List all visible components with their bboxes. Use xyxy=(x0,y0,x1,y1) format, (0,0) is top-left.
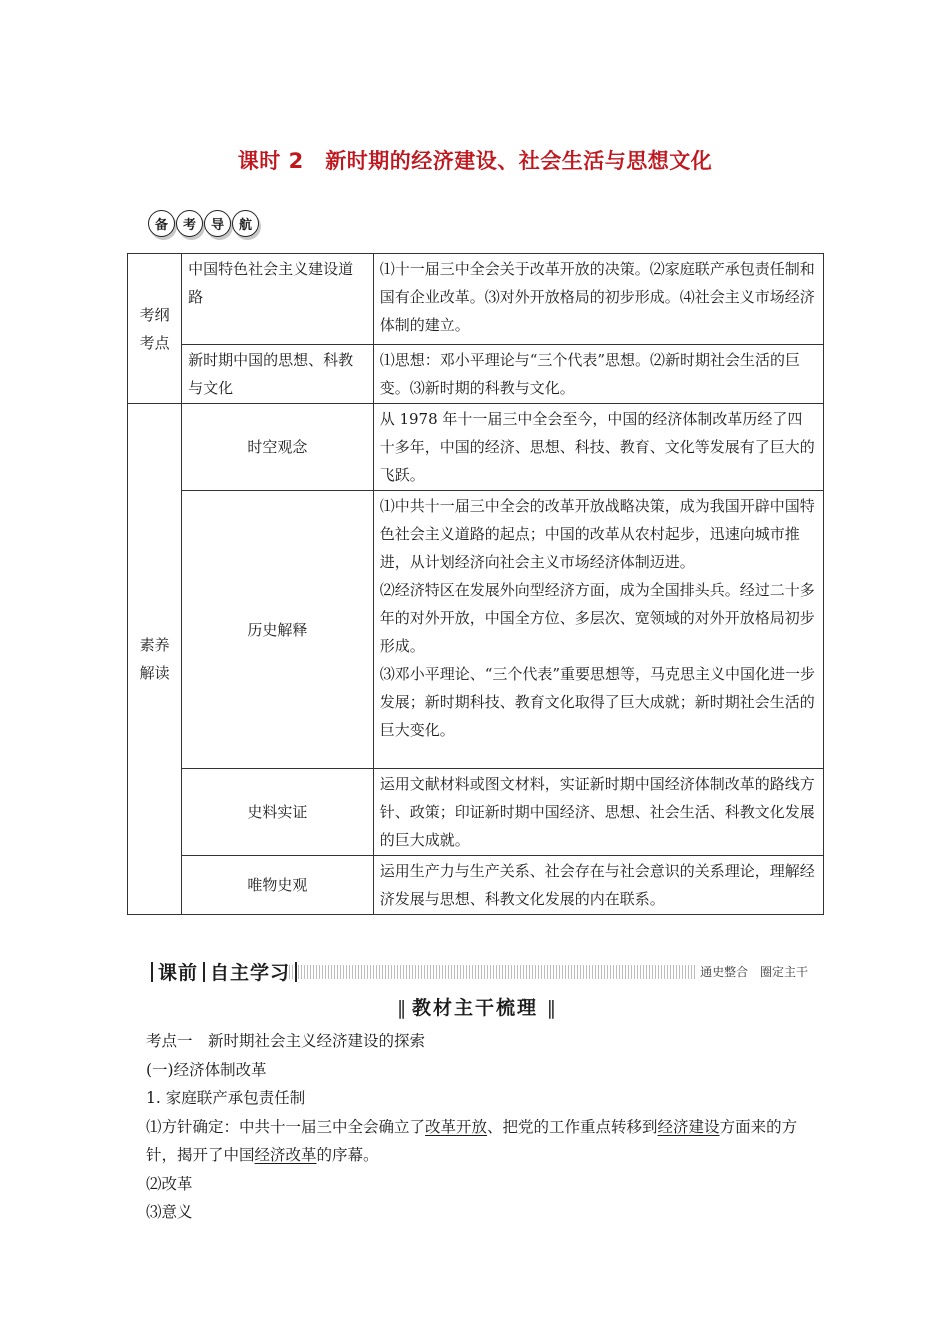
content-cell: ⑴思想：邓小平理论与“三个代表”思想。⑵新时期社会生活的巨变。⑶新时期的科教与文化。 xyxy=(373,345,823,404)
divider xyxy=(151,962,153,982)
content-cell: ⑴十一届三中全会关于改革开放的决策。⑵家庭联产承包责任制和国有企业改革。⑶对外开放格局的初步形成。⑷社会主义市场经济体制的建立。 xyxy=(373,254,823,345)
paragraph: 1. 家庭联产承包责任制 xyxy=(146,1089,306,1107)
content-cell: 运用生产力与生产关系、社会存在与社会意识的关系理论，理解经济发展与思想、科教文化发展的内在联系。 xyxy=(373,856,823,915)
subsection-heading xyxy=(0,993,950,1020)
content-paragraph: ⑵经济特区在发展外向型经济方面，成为全国排头兵。经过二十多年的对外开放，中国全方位、多层次、宽领域的对外开放格局初步形成。 xyxy=(379,581,815,655)
topic-cell: 新时期中国的思想、科教与文化 xyxy=(182,345,374,404)
text-run: 的序幕。 xyxy=(316,1146,379,1164)
table-row xyxy=(128,345,824,404)
underlined-answer: 改革开放 xyxy=(425,1117,488,1136)
content-cell: 从 1978 年十一届三中全会至今，中国的经济体制改革历经了四十多年，中国的经济、思想、科技、教育、文化等发展有了巨大的飞跃。 xyxy=(373,404,823,491)
topic-cell: 历史解释 xyxy=(182,491,374,769)
paragraph: ⑶意义 xyxy=(146,1203,193,1221)
underlined-answer: 经济改革 xyxy=(254,1146,317,1164)
table-row xyxy=(128,404,824,491)
nav-badge xyxy=(148,210,260,242)
content-paragraph: ⑶邓小平理论、“三个代表”重要思想等，马克思主义中国化进一步发展；新时期科技、教育文化取得了巨大成就；新时期社会生活的巨大变化。 xyxy=(379,665,816,739)
text-run: 方面来的方针，揭开了中国 xyxy=(146,1117,798,1164)
content-cell: 运用文献材料或图文材料，实证新时期中国经济体制改革的路线方针、政策；印证新时期中国经济、思想、社会生活、科教文化发展的巨大成就。 xyxy=(373,769,823,856)
category-cell xyxy=(128,404,182,915)
nav-badge-char: 航 xyxy=(232,210,259,237)
section-title-part: 课前 xyxy=(158,962,199,984)
study-guide-table xyxy=(127,253,824,915)
table-row xyxy=(128,856,824,915)
divider: ‖ xyxy=(546,997,554,1019)
topic-cell: 时空观念 xyxy=(182,404,374,491)
nav-badge-char: 导 xyxy=(204,210,231,237)
nav-badge-char: 考 xyxy=(176,210,203,237)
content-paragraph: ⑴中共十一届三中全会的改革开放战略决策，成为我国开辟中国特色社会主义道路的起点；中国的改革从农村起步，迅速向城市推进，从计划经济向社会主义市场经济体制迈进。 xyxy=(379,497,815,571)
content-cell xyxy=(373,491,823,769)
page-title: 课时 2 新时期的经济建设、社会生活与思想文化 xyxy=(237,149,713,173)
topic-cell: 史料实证 xyxy=(182,769,374,856)
paragraph xyxy=(146,1113,814,1170)
divider xyxy=(203,962,205,982)
text-run: 、把党的工作重点转移到 xyxy=(487,1117,658,1136)
table-row xyxy=(128,491,824,769)
paragraph: ⑵改革 xyxy=(146,1174,193,1193)
table-row xyxy=(128,769,824,856)
divider xyxy=(295,962,297,982)
paragraph: (一)经济体制改革 xyxy=(146,1060,267,1079)
section-title xyxy=(146,958,302,985)
category-label: 素养 解读 xyxy=(139,636,170,682)
nav-badge-char: 备 xyxy=(148,210,175,237)
topic-cell: 中国特色社会主义建设道路 xyxy=(182,254,374,345)
section-tag: 圈定主干 xyxy=(759,965,808,979)
table-row xyxy=(128,254,824,345)
underlined-answer: 经济建设 xyxy=(657,1117,720,1136)
category-label: 考纲 考点 xyxy=(139,305,170,352)
topic-cell: 唯物史观 xyxy=(182,856,374,915)
category-cell xyxy=(128,254,182,404)
text-run: ⑴方针确定：中共十一届三中全会确立了 xyxy=(146,1117,426,1136)
section-title-part: 自主学习 xyxy=(210,962,291,984)
section-tag: 通史整合 xyxy=(700,965,749,979)
divider: ‖ xyxy=(396,997,404,1019)
paragraph: 考点一 新时期社会主义经济建设的探索 xyxy=(146,1032,426,1050)
subsection-title: 教材主干梳理 xyxy=(411,997,538,1019)
section-header-bar xyxy=(146,958,814,984)
body-text xyxy=(146,1027,814,1227)
section-tags xyxy=(696,963,812,980)
